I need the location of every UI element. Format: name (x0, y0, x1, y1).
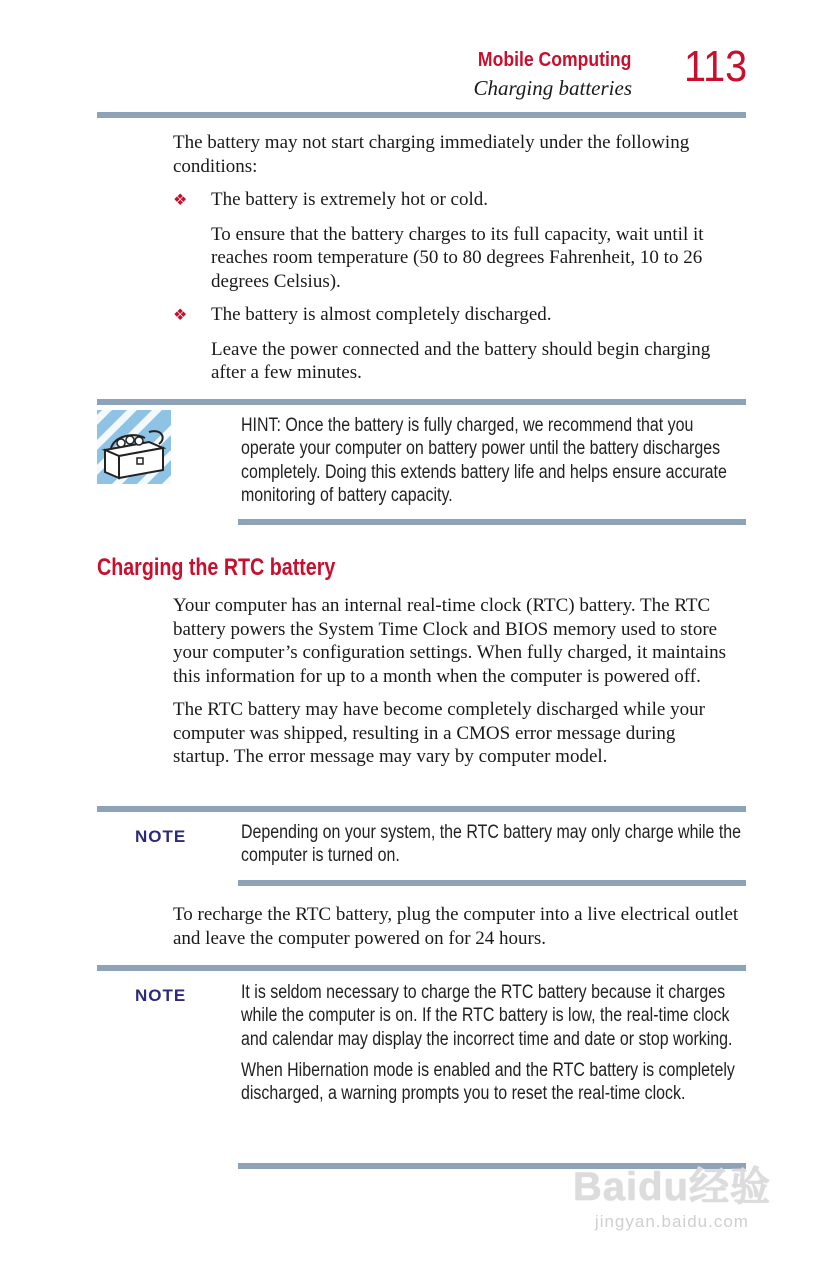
condition-detail: To ensure that the battery charges to its full capacity, wait until it reaches room temperature (50 to 80 degrees Fahrenheit, 10 to 26 degrees Celsius). (211, 223, 704, 292)
hint-bottom-rule (238, 519, 746, 525)
section-heading: Charging the RTC battery (97, 554, 336, 581)
page-number: 113 (684, 42, 748, 91)
diamond-bullet-icon: ❖ (173, 307, 188, 324)
hint-block (241, 414, 821, 507)
note-paragraph: It is seldom necessary to charge the RTC battery because it charges while the computer is on. If the RTC battery is low, the real-time clock and calendar may display the incorrect time and date or stop working. (241, 982, 733, 1050)
watermark (573, 1155, 771, 1232)
note-paragraph: When Hibernation mode is enabled and the RTC battery is completely discharged, a warning prompts you to reset the real-time clock. (241, 1059, 735, 1105)
header-rule (97, 112, 746, 118)
condition-detail: Leave the power connected and the battery should begin charging after a few minutes. (211, 338, 711, 383)
main-content (173, 131, 748, 395)
note-text: Depending on your system, the RTC battery may only charge while the computer is turned on. (241, 822, 742, 867)
note-top-rule (97, 806, 746, 812)
rtc-content (173, 594, 735, 779)
note-label: NOTE (135, 986, 187, 1005)
list-item (173, 303, 748, 328)
rtc-paragraph: The RTC battery may have become completely discharged while your computer was shipped, resulting in a CMOS error message during startup. The error message may vary by computer model. (173, 699, 705, 767)
hint-top-rule (97, 399, 746, 405)
condition-title: The battery is almost completely discharged. (211, 304, 552, 325)
list-item (173, 188, 748, 213)
note-bottom-rule (238, 880, 746, 886)
hint-text: HINT: Once the battery is fully charged, we recommend that you operate your computer on battery power until the battery discharges completely. Doing this extends battery life and helps ensure accurate monitoring of battery capacity. (241, 415, 727, 506)
chapter-title: Mobile Computing (477, 49, 631, 71)
watermark-logo: Baidu经验 (572, 1165, 771, 1209)
diamond-bullet-icon: ❖ (173, 192, 188, 209)
recharge-paragraph: To recharge the RTC battery, plug the computer into a live electrical outlet and leave the computer powered on for 24 hours. (173, 904, 739, 949)
condition-title: The battery is extremely hot or cold. (211, 189, 488, 210)
note-text (241, 981, 745, 1105)
note-label: NOTE (135, 827, 187, 846)
watermark-url: jingyan.baidu.com (594, 1212, 749, 1231)
recharge-content (173, 903, 748, 960)
intro-paragraph: The battery may not start charging immediately under the following conditions: (173, 132, 690, 177)
rtc-paragraph: Your computer has an internal real-time clock (RTC) battery. The RTC battery powers the System Time Clock and BIOS memory used to store your computer’s configuration settings. When fully charged, it maintains this information for up to a month when the computer is powered off. (173, 595, 726, 687)
note-block (241, 821, 821, 868)
note-block (241, 981, 821, 1105)
note-top-rule (97, 965, 746, 971)
section-subtitle: Charging batteries (473, 76, 632, 100)
treasure-chest-icon (97, 410, 171, 484)
